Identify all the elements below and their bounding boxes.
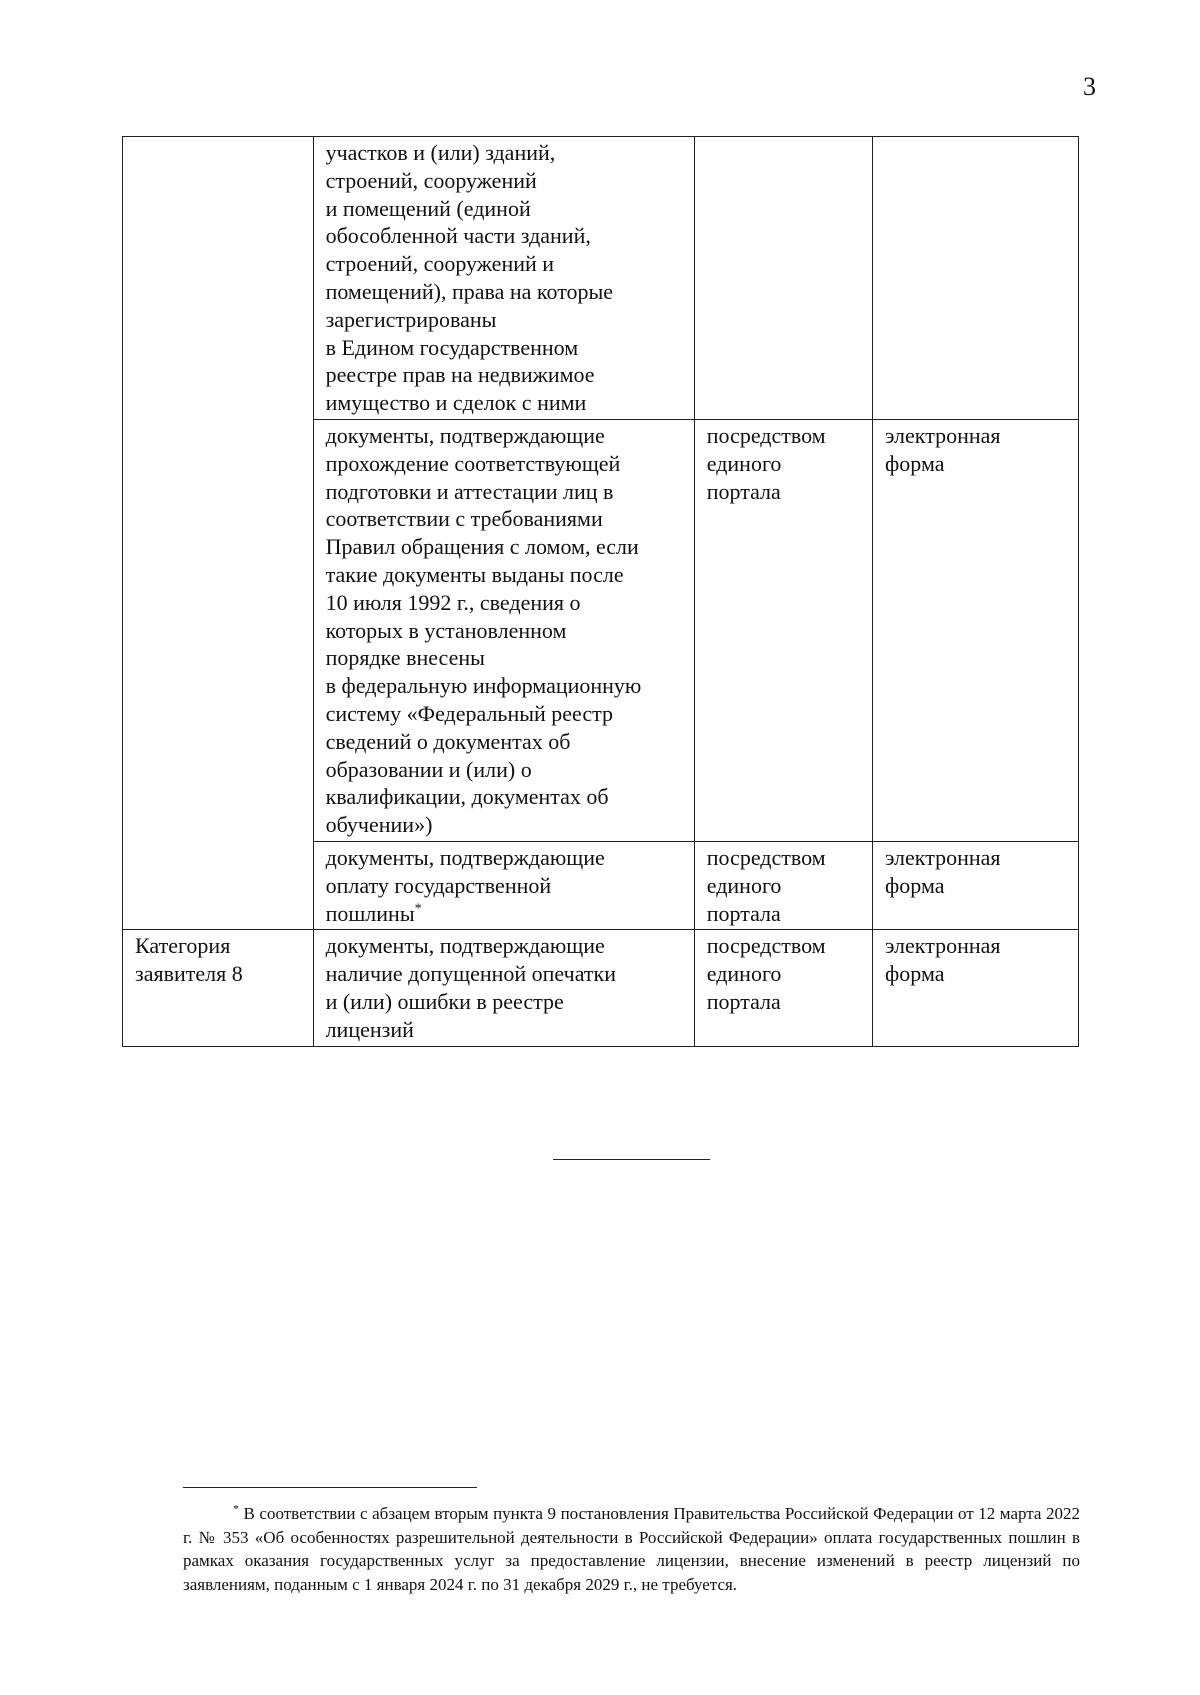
document-cell bbox=[313, 841, 694, 929]
form-cell bbox=[873, 930, 1079, 1046]
page-number: 3 bbox=[1083, 72, 1096, 101]
document-cell bbox=[313, 930, 694, 1046]
category-cell bbox=[123, 930, 314, 1046]
document-text-main: документы, подтверждающие оплату государственной пошлины bbox=[325, 844, 605, 926]
document-cell bbox=[313, 137, 694, 420]
footnote-mark: * bbox=[233, 1501, 239, 1516]
method-cell bbox=[694, 137, 872, 420]
table-row bbox=[123, 137, 1079, 420]
footnote bbox=[183, 1502, 1080, 1596]
form-cell bbox=[873, 419, 1079, 841]
document-text bbox=[326, 844, 684, 927]
form-text: электронная форма bbox=[885, 933, 1001, 987]
footnote-divider bbox=[183, 1487, 477, 1488]
document-cell bbox=[313, 419, 694, 841]
category-text: Категория заявителя 8 bbox=[135, 933, 243, 987]
footnote-paragraph bbox=[183, 1502, 1080, 1596]
end-of-table-divider bbox=[553, 1159, 710, 1160]
category-cell bbox=[123, 137, 314, 930]
form-text: электронная форма bbox=[885, 844, 1001, 898]
documents-table bbox=[122, 136, 1079, 1047]
method-text: посредством единого портала bbox=[706, 422, 826, 504]
footnote-text: В соответствии с абзацем вторым пункта 9 постановления Правительства Российской Федерации от 12 марта 2022 г. № 353 «Об особенностях разрешительной деятельности в Российской Федерации» оплата государственных пошлин в рамках оказания государственных услуг за предоставление лицензии, внесение изменений в реестр лицензий по заявлениям, поданным с 1 января 2024 г. по 31 декабря 2029 г., не требуется. bbox=[183, 1504, 1080, 1594]
form-cell bbox=[873, 841, 1079, 929]
method-text: посредством единого портала bbox=[706, 933, 826, 1014]
document-text: документы, подтверждающие наличие допущенной опечатки и (или) ошибки в реестре лицензий bbox=[325, 933, 616, 1042]
method-cell bbox=[694, 930, 872, 1046]
form-text: электронная форма bbox=[885, 422, 1001, 476]
method-cell bbox=[694, 841, 872, 929]
footnote-reference: * bbox=[414, 901, 422, 917]
table-row bbox=[123, 930, 1079, 1046]
document-text: документы, подтверждающие прохождение соответствующей подготовки и аттестации лиц в соответствии с требованиями Правил обращения с ломом, если такие документы выданы после 10 июля 1992 г., сведения о которых в установленном порядке внесены в федеральную информационную систему «Федеральный реестр сведений о документах об образовании и (или) о квалификации, документах об обучении») bbox=[325, 422, 642, 838]
form-cell bbox=[873, 137, 1079, 420]
document-text: участков и (или) зданий, строений, сооружений и помещений (единой обособленной части зданий, строений, сооружений и помещений), права на которые зарегистрированы в Едином государственном реестре прав на недвижимое имущество и сделок с ними bbox=[325, 140, 614, 416]
method-text: посредством единого портала bbox=[706, 844, 826, 926]
method-cell bbox=[694, 419, 872, 841]
